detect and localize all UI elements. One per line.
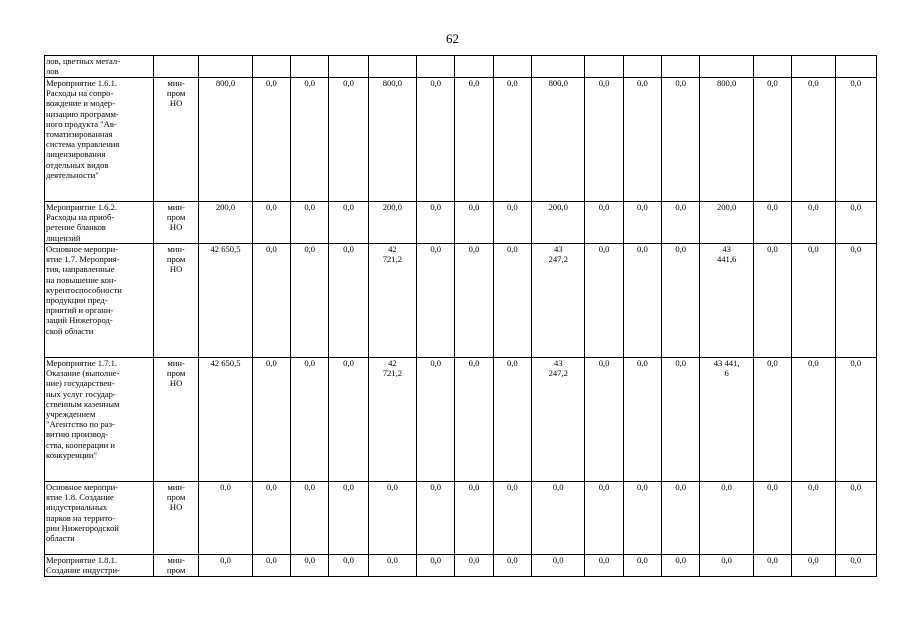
amount-cell: 0,0 (662, 555, 700, 577)
table-row (45, 78, 877, 202)
amount-cell: 0,0 (417, 78, 455, 202)
activity-description-cell: Мероприятие 1.6.1. Расходы на сопро- вождение и модер- низацию программ- ного продукта "Ав- томатизированная система управления лицензирования отдельных видов деятельности" (45, 78, 154, 202)
amount-cell: 0,0 (417, 202, 455, 244)
amount-cell: 0,0 (623, 555, 661, 577)
amount-cell (455, 56, 493, 78)
amount-cell: 0,0 (493, 202, 531, 244)
amount-cell: 200,0 (199, 202, 252, 244)
amount-cell: 0,0 (329, 358, 368, 482)
amount-cell: 42 721,2 (368, 244, 416, 358)
amount-cell: 0,0 (835, 244, 877, 358)
amount-cell: 0,0 (835, 358, 877, 482)
amount-cell: 0,0 (700, 482, 753, 555)
amount-cell: 0,0 (493, 78, 531, 202)
amount-cell: 0,0 (662, 358, 700, 482)
amount-cell: 0,0 (623, 358, 661, 482)
amount-cell: 200,0 (532, 202, 585, 244)
amount-cell: 0,0 (585, 78, 623, 202)
amount-cell: 0,0 (792, 244, 835, 358)
amount-cell: 0,0 (199, 482, 252, 555)
budget-table (44, 55, 877, 577)
amount-cell: 43 441,6 (700, 244, 753, 358)
amount-cell: 0,0 (753, 555, 791, 577)
amount-cell: 800,0 (199, 78, 252, 202)
table-row (45, 482, 877, 555)
amount-cell: 0,0 (291, 78, 329, 202)
executor-cell: мин- пром НО (153, 244, 198, 358)
amount-cell: 0,0 (368, 555, 416, 577)
amount-cell: 0,0 (417, 358, 455, 482)
amount-cell: 0,0 (835, 555, 877, 577)
amount-cell: 42 650,5 (199, 358, 252, 482)
amount-cell: 43 441, 6 (700, 358, 753, 482)
amount-cell: 800,0 (532, 78, 585, 202)
amount-cell: 0,0 (753, 482, 791, 555)
amount-cell: 0,0 (792, 202, 835, 244)
amount-cell: 0,0 (329, 78, 368, 202)
amount-cell: 0,0 (585, 482, 623, 555)
amount-cell: 0,0 (252, 244, 290, 358)
activity-description-cell: Мероприятие 1.8.1. Создание индустри- (45, 555, 154, 577)
amount-cell: 0,0 (252, 358, 290, 482)
amount-cell: 0,0 (291, 358, 329, 482)
amount-cell: 0,0 (329, 482, 368, 555)
amount-cell: 0,0 (835, 202, 877, 244)
amount-cell: 0,0 (753, 358, 791, 482)
amount-cell: 0,0 (493, 482, 531, 555)
amount-cell: 0,0 (792, 482, 835, 555)
executor-cell: мин- пром НО (153, 358, 198, 482)
amount-cell: 0,0 (291, 202, 329, 244)
amount-cell: 0,0 (329, 555, 368, 577)
amount-cell (252, 56, 290, 78)
amount-cell: 0,0 (835, 482, 877, 555)
amount-cell: 0,0 (455, 244, 493, 358)
amount-cell (700, 56, 753, 78)
amount-cell: 0,0 (417, 555, 455, 577)
executor-cell: мин- пром НО (153, 202, 198, 244)
amount-cell: 0,0 (291, 555, 329, 577)
amount-cell: 0,0 (792, 358, 835, 482)
amount-cell (585, 56, 623, 78)
activity-description-cell: лов, цветных метал- лов (45, 56, 154, 78)
amount-cell: 0,0 (291, 244, 329, 358)
executor-cell: мин- пром (153, 555, 198, 577)
amount-cell: 0,0 (753, 244, 791, 358)
amount-cell: 0,0 (623, 202, 661, 244)
amount-cell (835, 56, 877, 78)
amount-cell: 800,0 (368, 78, 416, 202)
amount-cell: 0,0 (329, 202, 368, 244)
executor-cell: мин- пром НО (153, 482, 198, 555)
amount-cell: 0,0 (493, 555, 531, 577)
amount-cell: 43 247,2 (532, 358, 585, 482)
amount-cell: 0,0 (662, 78, 700, 202)
amount-cell (493, 56, 531, 78)
amount-cell (417, 56, 455, 78)
amount-cell: 0,0 (455, 555, 493, 577)
amount-cell: 0,0 (753, 78, 791, 202)
amount-cell (623, 56, 661, 78)
amount-cell (291, 56, 329, 78)
amount-cell: 0,0 (792, 78, 835, 202)
activity-description-cell: Основное меропри- ятие 1.7. Мероприя- тия, направленные на повышение кон- курентоспособности продукции пред- приятий и органи- заций Нижегород- ской области (45, 244, 154, 358)
amount-cell: 0,0 (585, 244, 623, 358)
amount-cell: 0,0 (368, 482, 416, 555)
amount-cell: 0,0 (417, 482, 455, 555)
amount-cell (329, 56, 368, 78)
amount-cell: 0,0 (252, 202, 290, 244)
activity-description-cell: Мероприятие 1.7.1. Оказание (выполне- ние) государствен- ных услуг государ- ственным казенным учреждением "Агентство по раз- витию производ- ства, кооперации и конкуренции" (45, 358, 154, 482)
amount-cell (753, 56, 791, 78)
activity-description-cell: Мероприятие 1.6.2. Расходы на приоб- ретение бланков лицензий (45, 202, 154, 244)
amount-cell: 0,0 (455, 358, 493, 482)
amount-cell: 0,0 (662, 482, 700, 555)
amount-cell: 0,0 (455, 78, 493, 202)
amount-cell: 0,0 (623, 482, 661, 555)
amount-cell: 800,0 (700, 78, 753, 202)
amount-cell: 200,0 (700, 202, 753, 244)
amount-cell: 0,0 (662, 244, 700, 358)
amount-cell: 42 721,2 (368, 358, 416, 482)
activity-description-cell: Основное меропри- ятие 1.8. Создание индустриальных парков на террито- рии Нижегородской области (45, 482, 154, 555)
amount-cell: 0,0 (455, 482, 493, 555)
amount-cell: 0,0 (532, 482, 585, 555)
amount-cell: 0,0 (585, 555, 623, 577)
table-row (45, 555, 877, 577)
amount-cell: 0,0 (199, 555, 252, 577)
amount-cell: 0,0 (493, 244, 531, 358)
executor-cell: мин- пром НО (153, 78, 198, 202)
amount-cell (532, 56, 585, 78)
amount-cell: 0,0 (753, 202, 791, 244)
amount-cell: 0,0 (623, 78, 661, 202)
table-row (45, 56, 877, 78)
page-number: 62 (446, 31, 459, 46)
table-row (45, 244, 877, 358)
executor-cell (153, 56, 198, 78)
amount-cell (199, 56, 252, 78)
amount-cell: 0,0 (291, 482, 329, 555)
amount-cell: 0,0 (585, 358, 623, 482)
amount-cell (792, 56, 835, 78)
amount-cell: 0,0 (329, 244, 368, 358)
table-row (45, 358, 877, 482)
amount-cell: 0,0 (700, 555, 753, 577)
amount-cell: 200,0 (368, 202, 416, 244)
amount-cell: 0,0 (417, 244, 455, 358)
amount-cell: 0,0 (792, 555, 835, 577)
amount-cell: 42 650,5 (199, 244, 252, 358)
amount-cell: 0,0 (623, 244, 661, 358)
amount-cell: 0,0 (252, 78, 290, 202)
amount-cell: 0,0 (252, 482, 290, 555)
amount-cell: 0,0 (835, 78, 877, 202)
amount-cell: 0,0 (252, 555, 290, 577)
amount-cell: 0,0 (662, 202, 700, 244)
amount-cell: 0,0 (532, 555, 585, 577)
amount-cell: 0,0 (493, 358, 531, 482)
amount-cell (662, 56, 700, 78)
amount-cell (368, 56, 416, 78)
amount-cell: 0,0 (585, 202, 623, 244)
amount-cell: 43 247,2 (532, 244, 585, 358)
amount-cell: 0,0 (455, 202, 493, 244)
table-row (45, 202, 877, 244)
